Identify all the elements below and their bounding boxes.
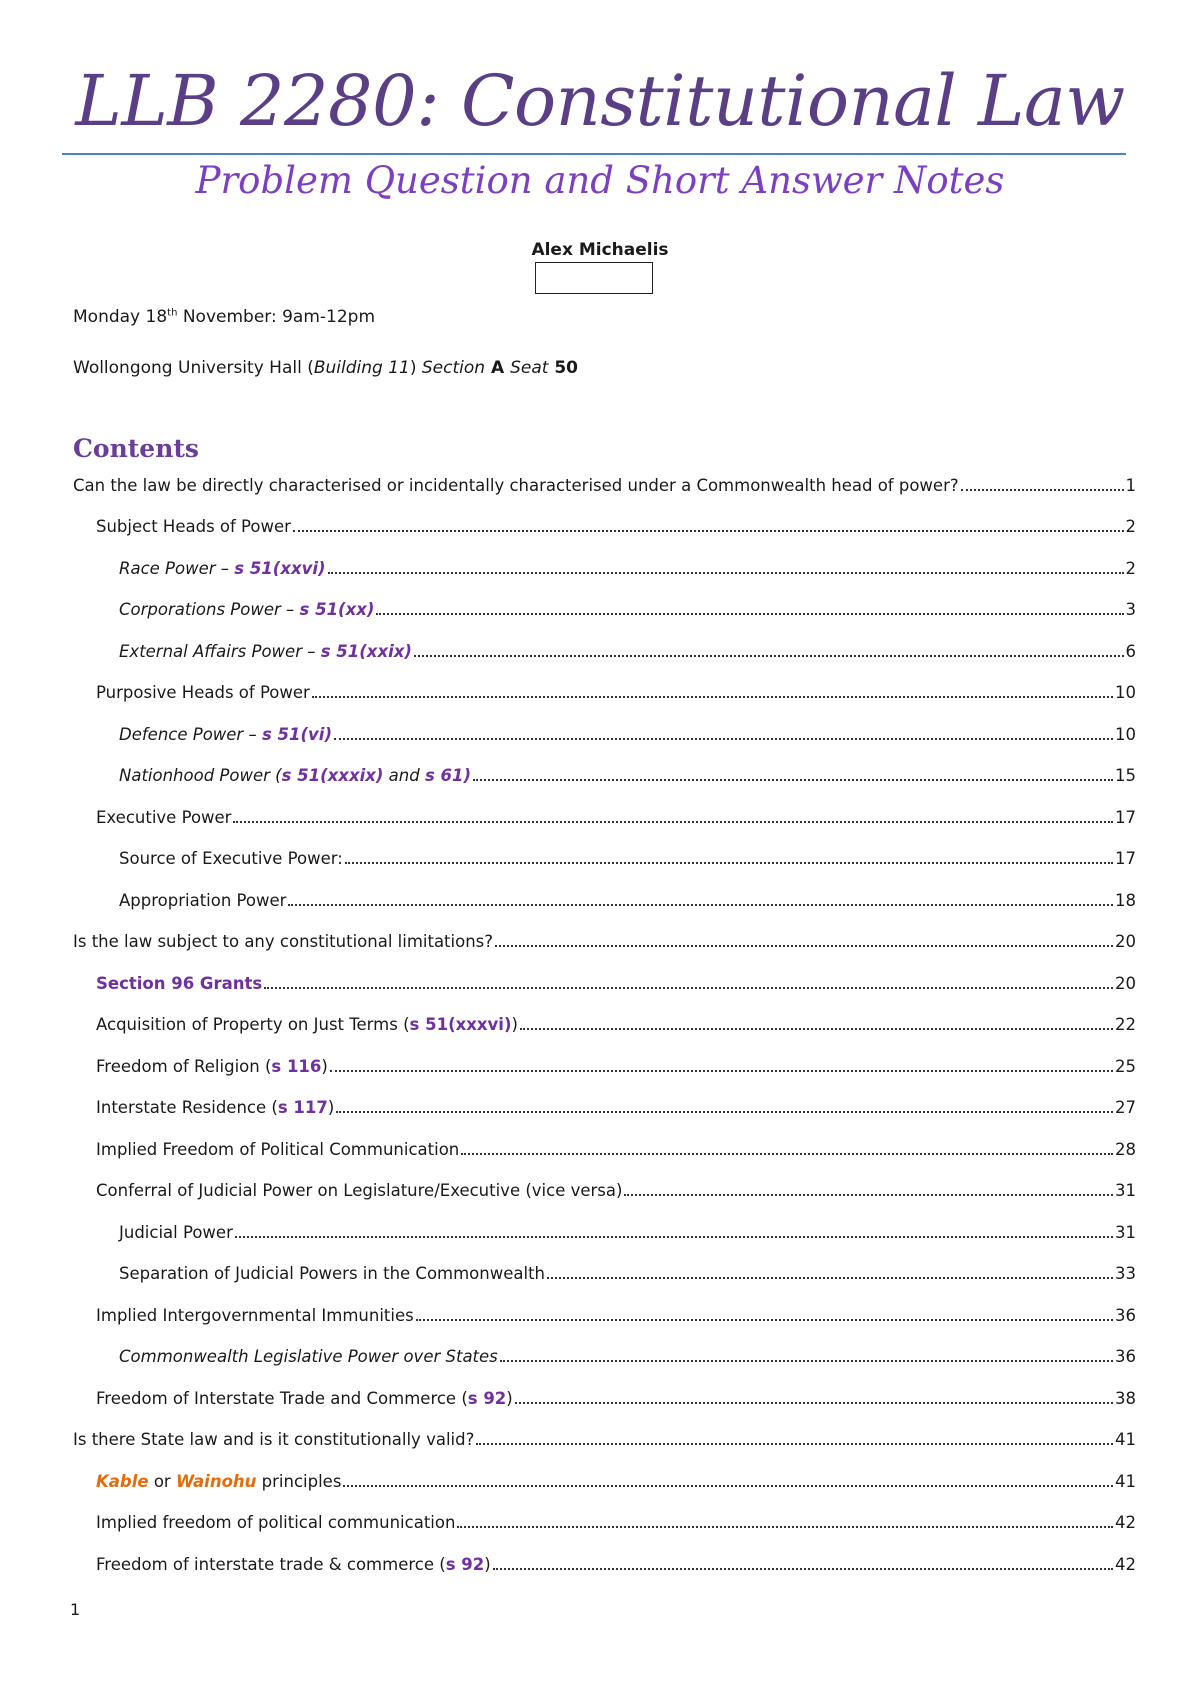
toc-entry-label: Corporations Power –: [119, 600, 300, 619]
toc-entry[interactable]: [96, 1555, 1136, 1574]
toc-entry[interactable]: [96, 1140, 1136, 1159]
toc-entry[interactable]: [73, 1430, 1136, 1449]
exam-date-sup: th: [167, 307, 178, 319]
toc-entry[interactable]: [73, 932, 1136, 951]
toc-entry-text: Judicial Power: [119, 1223, 233, 1242]
toc-entry-close: ): [484, 1555, 491, 1574]
toc-entry[interactable]: [96, 1306, 1136, 1325]
toc-entry-text: Conferral of Judicial Power on Legislature/Executive (vice versa): [96, 1181, 623, 1200]
toc-entry-text: Implied Intergovernmental Immunities: [96, 1306, 414, 1325]
toc-page-number: 10: [1115, 683, 1136, 702]
toc-leader: [264, 975, 1113, 989]
toc-entry[interactable]: [96, 1513, 1136, 1532]
toc-leader: [520, 1016, 1113, 1030]
toc-entry-text: [96, 1057, 328, 1076]
toc-entry[interactable]: [96, 517, 1136, 536]
seat-value: 50: [548, 358, 578, 378]
page-subtitle: Problem Question and Short Answer Notes: [195, 159, 1005, 202]
toc-page-number: 42: [1115, 1513, 1136, 1532]
toc-section-ref: s 61: [424, 766, 464, 785]
toc-leader: [233, 809, 1113, 823]
toc-page-number: 41: [1115, 1430, 1136, 1449]
toc-page-number: 18: [1115, 891, 1136, 910]
toc-page-number: 25: [1115, 1057, 1136, 1076]
toc-entry[interactable]: [119, 725, 1136, 744]
toc-entry-text: Executive Power: [96, 808, 232, 827]
toc-section-ref: s 51(xx): [299, 600, 375, 619]
toc-entry-close: ): [506, 1389, 513, 1408]
toc-entry-text: Commonwealth Legislative Power over States: [119, 1347, 498, 1366]
toc-entry-text: Implied Freedom of Political Communication: [96, 1140, 460, 1159]
toc-entry-text: [119, 642, 412, 661]
toc-entry-joiner: and: [383, 766, 425, 785]
toc-entry-text: [96, 1555, 491, 1574]
title-rule: [62, 153, 1126, 155]
toc-entry-label: Freedom of interstate trade & commerce (: [96, 1555, 446, 1574]
toc-entry[interactable]: [96, 808, 1136, 827]
toc-leader: [473, 767, 1113, 781]
author-name: Alex Michaelis: [531, 240, 669, 260]
toc-entry-text: [96, 1472, 341, 1491]
toc-entry-text: Purposive Heads of Power: [96, 683, 310, 702]
toc-entry-close: ): [511, 1015, 518, 1034]
toc-page-number: 41: [1115, 1472, 1136, 1491]
exam-date: [73, 307, 375, 327]
toc-page-number: 17: [1115, 849, 1136, 868]
toc-leader: [961, 477, 1124, 491]
toc-leader: [235, 1224, 1113, 1238]
toc-entry-text: Implied freedom of political communication: [96, 1513, 456, 1532]
toc-page-number: 38: [1115, 1389, 1136, 1408]
toc-section-ref: s 92: [467, 1389, 507, 1408]
toc-entry-joiner: or: [148, 1472, 176, 1491]
toc-leader: [624, 1182, 1113, 1196]
section-value: A: [485, 358, 511, 378]
toc-page-number: 10: [1115, 725, 1136, 744]
toc-entry-label: Defence Power –: [119, 725, 262, 744]
footer-page-number: 1: [70, 1600, 81, 1619]
exam-date-rest: November: 9am-12pm: [177, 307, 376, 327]
student-id-box: [535, 262, 653, 294]
toc-page-number: 22: [1115, 1015, 1136, 1034]
toc-entry[interactable]: [119, 1347, 1136, 1366]
toc-leader: [495, 933, 1113, 947]
toc-entry[interactable]: [96, 1098, 1136, 1117]
section-label: Section: [421, 358, 486, 378]
toc-leader: [376, 601, 1123, 615]
toc-leader: [493, 1556, 1113, 1570]
toc-page-number: 33: [1115, 1264, 1136, 1283]
toc-section-ref: s 92: [445, 1555, 485, 1574]
toc-leader: [414, 643, 1124, 657]
toc-leader: [288, 892, 1113, 906]
toc-leader: [457, 1514, 1113, 1528]
toc-entry-label: Freedom of Interstate Trade and Commerce (: [96, 1389, 468, 1408]
toc-entry-close: ): [463, 766, 472, 785]
toc-page-number: 36: [1115, 1306, 1136, 1325]
toc-entry[interactable]: [119, 849, 1136, 868]
toc-page-number: 20: [1115, 974, 1136, 993]
toc-page-number: 28: [1115, 1140, 1136, 1159]
toc-entry[interactable]: [96, 1181, 1136, 1200]
toc-entry[interactable]: [96, 1472, 1136, 1491]
toc-leader: [476, 1431, 1113, 1445]
toc-entry-text: Source of Executive Power:: [119, 849, 343, 868]
seat-label: Seat: [510, 358, 549, 378]
toc-section-ref: s 51(xxxix): [281, 766, 384, 785]
toc-leader: [461, 1141, 1113, 1155]
toc-section-ref: s 51(xxix): [320, 642, 412, 661]
toc-entry-close: principles: [256, 1472, 342, 1491]
toc-entry-label: Nationhood Power (: [119, 766, 282, 785]
toc-page-number: 6: [1125, 642, 1136, 661]
toc-page-number: 27: [1115, 1098, 1136, 1117]
toc-entry[interactable]: [119, 600, 1136, 619]
toc-entry[interactable]: [119, 642, 1136, 661]
toc-entry[interactable]: [119, 766, 1136, 785]
toc-page-number: 31: [1115, 1181, 1136, 1200]
toc-page-number: 20: [1115, 932, 1136, 951]
toc-entry-label: External Affairs Power –: [119, 642, 321, 661]
toc-entry[interactable]: [119, 891, 1136, 910]
venue-name: Wollongong University Hall (: [73, 358, 314, 378]
toc-section-ref: s 51(xxxvi): [409, 1015, 512, 1034]
toc-leader: [500, 1348, 1113, 1362]
toc-entry-text: [119, 766, 471, 785]
toc-entry-close: ): [327, 1098, 335, 1117]
toc-case-name: Wainohu: [175, 1472, 257, 1491]
toc-leader: [330, 1058, 1113, 1072]
exam-venue: [73, 358, 578, 378]
toc-page-number: 15: [1115, 766, 1136, 785]
exam-date-prefix: Monday 18: [73, 307, 168, 327]
toc-page-number: 2: [1125, 559, 1136, 578]
contents-heading: Contents: [73, 434, 200, 463]
toc-page-number: 31: [1115, 1223, 1136, 1242]
toc-leader: [343, 1473, 1113, 1487]
toc-entry-text: [119, 600, 374, 619]
toc-page-number: 36: [1115, 1347, 1136, 1366]
toc-leader: [547, 1265, 1113, 1279]
toc-entry-text: Is there State law and is it constitutionally valid?: [73, 1430, 475, 1449]
toc-case-name: Kable: [96, 1472, 149, 1491]
toc-entry-text: [119, 559, 326, 578]
toc-entry-text: Can the law be directly characterised or incidentally characterised under a Commonwealth head of power?: [73, 476, 959, 495]
toc-page-number: 42: [1115, 1555, 1136, 1574]
toc-entry-text: Subject Heads of Power: [96, 517, 291, 536]
toc-section-ref: s 117: [277, 1098, 328, 1117]
toc-entry-text: Appropriation Power: [119, 891, 287, 910]
venue-building: Building 11: [313, 358, 410, 378]
toc-entry-label: Race Power –: [119, 559, 235, 578]
toc-entry[interactable]: [119, 1264, 1136, 1283]
toc-page-number: 17: [1115, 808, 1136, 827]
venue-close: ): [409, 358, 422, 378]
toc-leader: [328, 560, 1124, 574]
toc-section-ref: s 51(vi): [261, 725, 332, 744]
toc-leader: [293, 518, 1124, 532]
toc-entry[interactable]: [119, 559, 1136, 578]
toc-entry[interactable]: [96, 1389, 1136, 1408]
toc-entry-text: [96, 1098, 334, 1117]
toc-entry-text: Is the law subject to any constitutional limitations?: [73, 932, 494, 951]
toc-page-number: 2: [1125, 517, 1136, 536]
toc-section-ref: s 116: [271, 1057, 322, 1076]
toc-leader: [334, 726, 1113, 740]
toc-entry-text: Section 96 Grants: [96, 974, 263, 993]
toc-entry-text: Separation of Judicial Powers in the Commonwealth: [119, 1264, 546, 1283]
toc-leader: [336, 1099, 1113, 1113]
toc-entry[interactable]: [119, 1223, 1136, 1242]
toc-entry-text: [119, 725, 332, 744]
toc-section-ref: s 51(xxvi): [234, 559, 326, 578]
toc-page-number: 3: [1125, 600, 1136, 619]
toc-entry-label: Interstate Residence (: [96, 1098, 278, 1117]
toc-leader: [345, 850, 1113, 864]
toc-entry[interactable]: [96, 974, 1136, 993]
toc-leader: [416, 1307, 1113, 1321]
toc-entry-close: ): [321, 1057, 328, 1076]
toc-entry-text: [96, 1389, 513, 1408]
toc-entry[interactable]: [96, 683, 1136, 702]
toc-entry[interactable]: [73, 476, 1136, 495]
toc-leader: [312, 684, 1113, 698]
toc-entry-text: [96, 1015, 518, 1034]
toc-entry[interactable]: [96, 1057, 1136, 1076]
toc-entry[interactable]: [96, 1015, 1136, 1034]
toc-page-number: 1: [1125, 476, 1136, 495]
page-title: LLB 2280: Constitutional Law: [75, 60, 1125, 142]
toc-entry-label: Acquisition of Property on Just Terms (: [96, 1015, 410, 1034]
toc-entry-label: Freedom of Religion (: [96, 1057, 272, 1076]
toc-leader: [515, 1390, 1113, 1404]
